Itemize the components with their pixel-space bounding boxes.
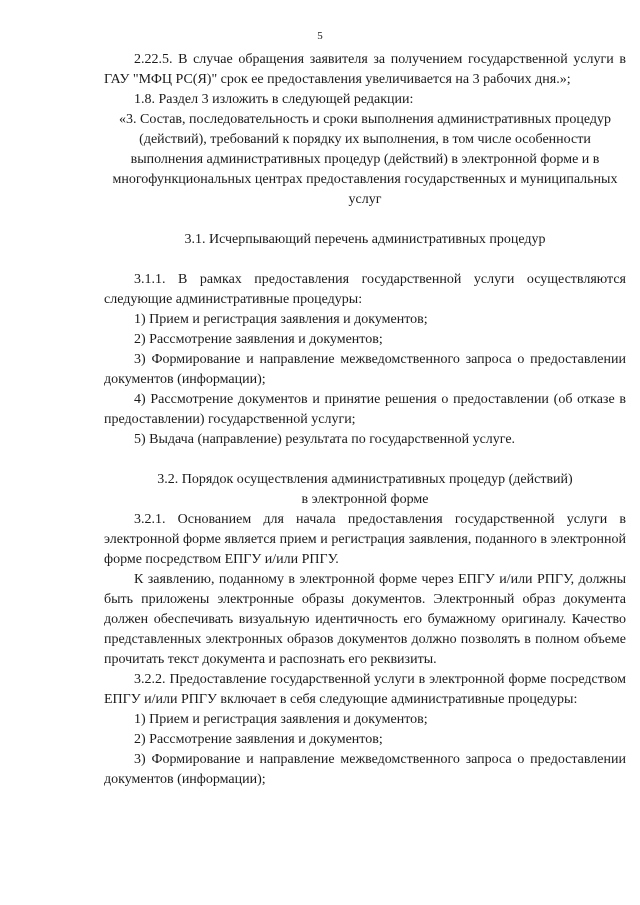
- page-number: 5: [317, 30, 323, 42]
- list-item: 1) Прием и регистрация заявления и документов;: [134, 712, 428, 727]
- list-item: 4) Рассмотрение документов и принятие решения о предоставлении (об отказе в предоставлении) государственной услуги;: [104, 392, 626, 427]
- subsection-3-2-heading-line2: в электронной форме: [301, 492, 429, 507]
- list-item: 3) Формирование и направление межведомственного запроса о предоставлении документов (информации);: [104, 352, 626, 387]
- paragraph-3-2-2: 3.2.2. Предоставление государственной услуги в электронной форме посредством ЕПГУ и/или РПГУ включает в себя следующие административные процедуры:: [104, 672, 626, 707]
- subsection-3-2-heading: 3.2. Порядок осуществления административных процедур (действий): [157, 472, 573, 487]
- paragraph-attachments: К заявлению, поданному в электронной форме через ЕПГУ и/или РПГУ, должны быть приложены электронные образы документов. Электронный образ документа должен обеспечивать визуальную идентичность его бумажному оригиналу. Качество представленных электронных образов документов должно позволять в полном объеме прочитать текст документа и распознать его реквизиты.: [104, 572, 626, 667]
- list-item: 1) Прием и регистрация заявления и документов;: [134, 312, 428, 327]
- list-item: 3) Формирование и направление межведомственного запроса о предоставлении документов (информации);: [104, 752, 626, 787]
- paragraph-3-2-1: 3.2.1. Основанием для начала предоставления государственной услуги в электронной форме является прием и регистрация заявления, поданного в электронной форме посредством ЕПГУ и/или РПГУ.: [104, 512, 626, 567]
- list-item: 2) Рассмотрение заявления и документов;: [134, 332, 383, 347]
- section-3-title: «3. Состав, последовательность и сроки выполнения административных процедур (действий), требований к порядку их выполнения, в том числе особенности выполнения административных процедур (действий) в электронной форме и в многофункциональных центрах предоставления государственных и муниципальных услуг: [112, 112, 618, 207]
- subsection-3-1-heading: 3.1. Исчерпывающий перечень административных процедур: [184, 232, 546, 247]
- paragraph-1-8: 1.8. Раздел 3 изложить в следующей редакции:: [134, 92, 414, 107]
- list-item: 5) Выдача (направление) результата по государственной услуге.: [134, 432, 516, 447]
- document-body: [104, 50, 626, 790]
- paragraph-3-1-1: 3.1.1. В рамках предоставления государственной услуги осуществляются следующие административные процедуры:: [104, 272, 626, 307]
- list-item: 2) Рассмотрение заявления и документов;: [134, 732, 383, 747]
- paragraph-2-22-5: 2.22.5. В случае обращения заявителя за получением государственной услуги в ГАУ "МФЦ РС(Я)" срок ее предоставления увеличивается на 3 рабочих дня.»;: [104, 52, 626, 87]
